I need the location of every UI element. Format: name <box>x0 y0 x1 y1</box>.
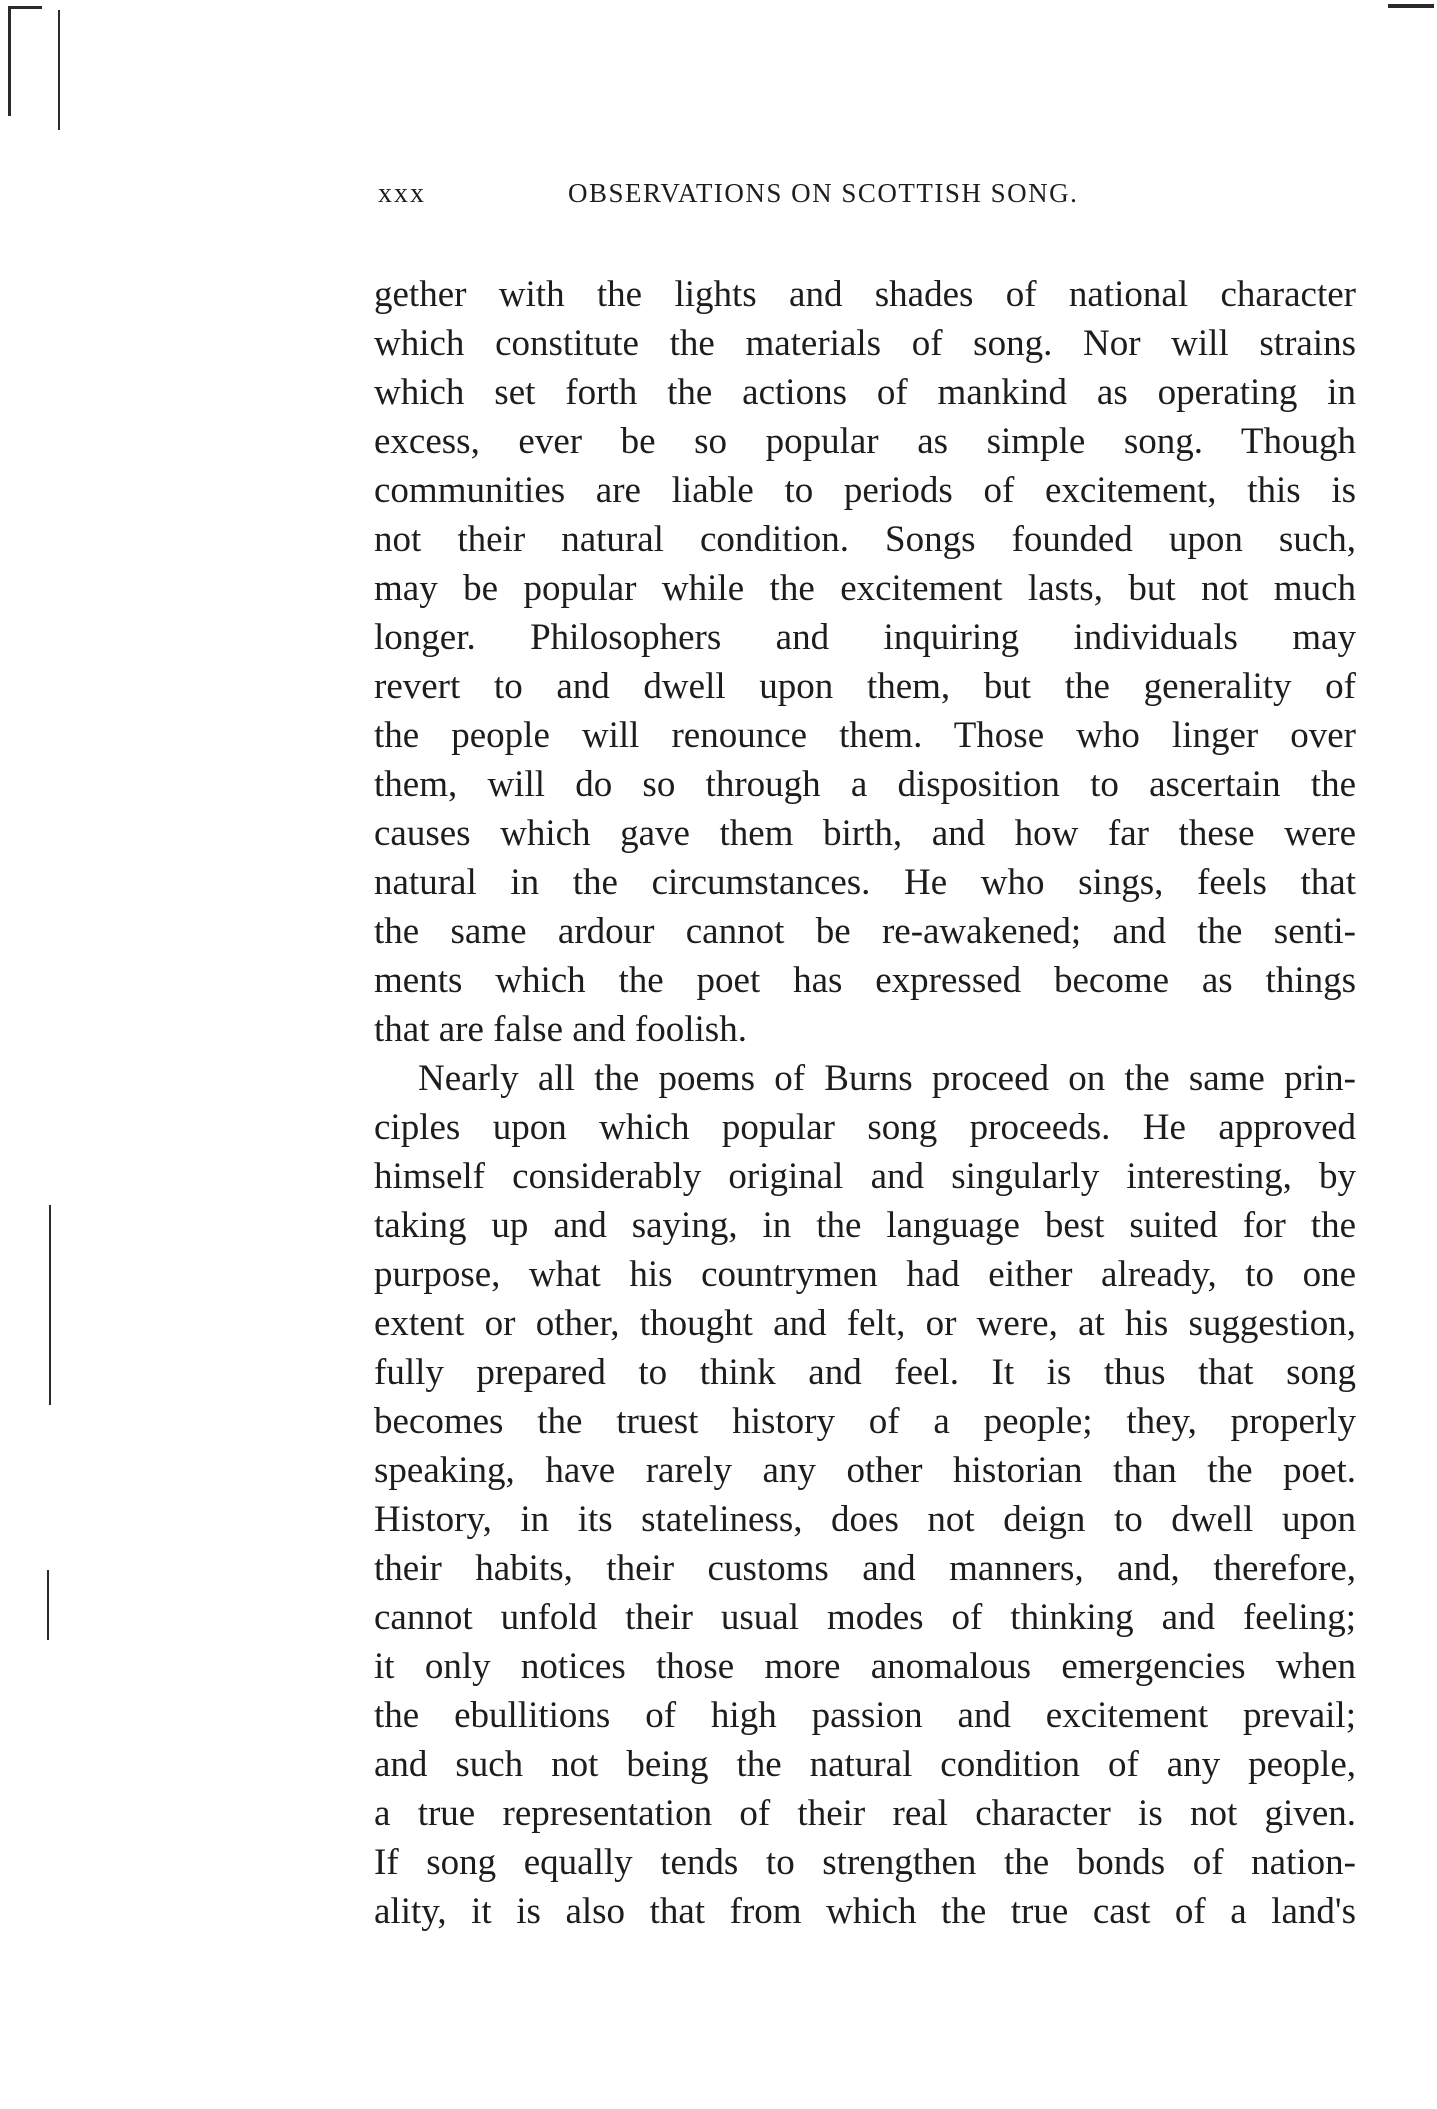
text-line: which constitute the materials of song. Nor will strains <box>374 323 1356 364</box>
text-line: causes which gave them birth, and how far these were <box>374 813 1356 854</box>
text-line: the ebullitions of high passion and excitement prevail; <box>374 1695 1356 1736</box>
text-line: not their natural condition. Songs founded upon such, <box>374 519 1356 560</box>
text-line: that are false and foolish. <box>374 1009 747 1050</box>
text-line: may be popular while the excitement lasts, but not much <box>374 568 1356 609</box>
text-line: ciples upon which popular song proceeds. He approved <box>374 1107 1356 1148</box>
text-line: the people will renounce them. Those who linger over <box>374 715 1356 756</box>
text-line: becomes the truest history of a people; they, properly <box>374 1401 1356 1442</box>
text-line: gether with the lights and shades of national character <box>374 274 1356 315</box>
paragraph <box>374 1054 1356 1936</box>
scan-edge-mark <box>8 6 11 116</box>
text-line: purpose, what his countrymen had either already, to one <box>374 1254 1356 1295</box>
text-line: communities are liable to periods of excitement, this is <box>374 470 1356 511</box>
scan-edge-mark <box>8 6 42 9</box>
text-line: speaking, have rarely any other historian than the poet. <box>374 1450 1356 1491</box>
text-line: a true representation of their real character is not given. <box>374 1793 1356 1834</box>
scan-edge-mark <box>58 10 60 130</box>
scan-edge-mark <box>47 1570 49 1640</box>
text-line: taking up and saying, in the language best suited for the <box>374 1205 1356 1246</box>
text-line: natural in the circumstances. He who sings, feels that <box>374 862 1356 903</box>
text-line: himself considerably original and singularly interesting, by <box>374 1156 1356 1197</box>
text-line: the same ardour cannot be re-awakened; and the senti- <box>374 911 1356 952</box>
text-line: their habits, their customs and manners, and, therefore, <box>374 1548 1356 1589</box>
scan-edge-mark <box>1388 4 1434 8</box>
page-header <box>378 178 1354 218</box>
text-line: excess, ever be so popular as simple song. Though <box>374 421 1356 462</box>
text-line: If song equally tends to strengthen the bonds of nation- <box>374 1842 1356 1883</box>
text-line: ments which the poet has expressed become as things <box>374 960 1356 1001</box>
text-line: Nearly all the poems of Burns proceed on the same prin- <box>418 1058 1356 1099</box>
text-line: History, in its stateliness, does not deign to dwell upon <box>374 1499 1356 1540</box>
scan-edge-mark <box>49 1205 51 1405</box>
text-line: cannot unfold their usual modes of thinking and feeling; <box>374 1597 1356 1638</box>
page-number: xxx <box>378 178 426 209</box>
text-line: them, will do so through a disposition to ascertain the <box>374 764 1356 805</box>
text-line: fully prepared to think and feel. It is thus that song <box>374 1352 1356 1393</box>
text-line: revert to and dwell upon them, but the generality of <box>374 666 1356 707</box>
text-line: ality, it is also that from which the true cast of a land's <box>374 1891 1356 1932</box>
body-text <box>374 270 1356 1936</box>
text-line: which set forth the actions of mankind as operating in <box>374 372 1356 413</box>
paragraph <box>374 270 1356 1054</box>
text-line: and such not being the natural condition of any people, <box>374 1744 1356 1785</box>
running-title: OBSERVATIONS ON SCOTTISH SONG. <box>568 178 1079 208</box>
text-line: it only notices those more anomalous emergencies when <box>374 1646 1356 1687</box>
text-line: longer. Philosophers and inquiring individuals may <box>374 617 1356 658</box>
text-line: extent or other, thought and felt, or were, at his suggestion, <box>374 1303 1356 1344</box>
